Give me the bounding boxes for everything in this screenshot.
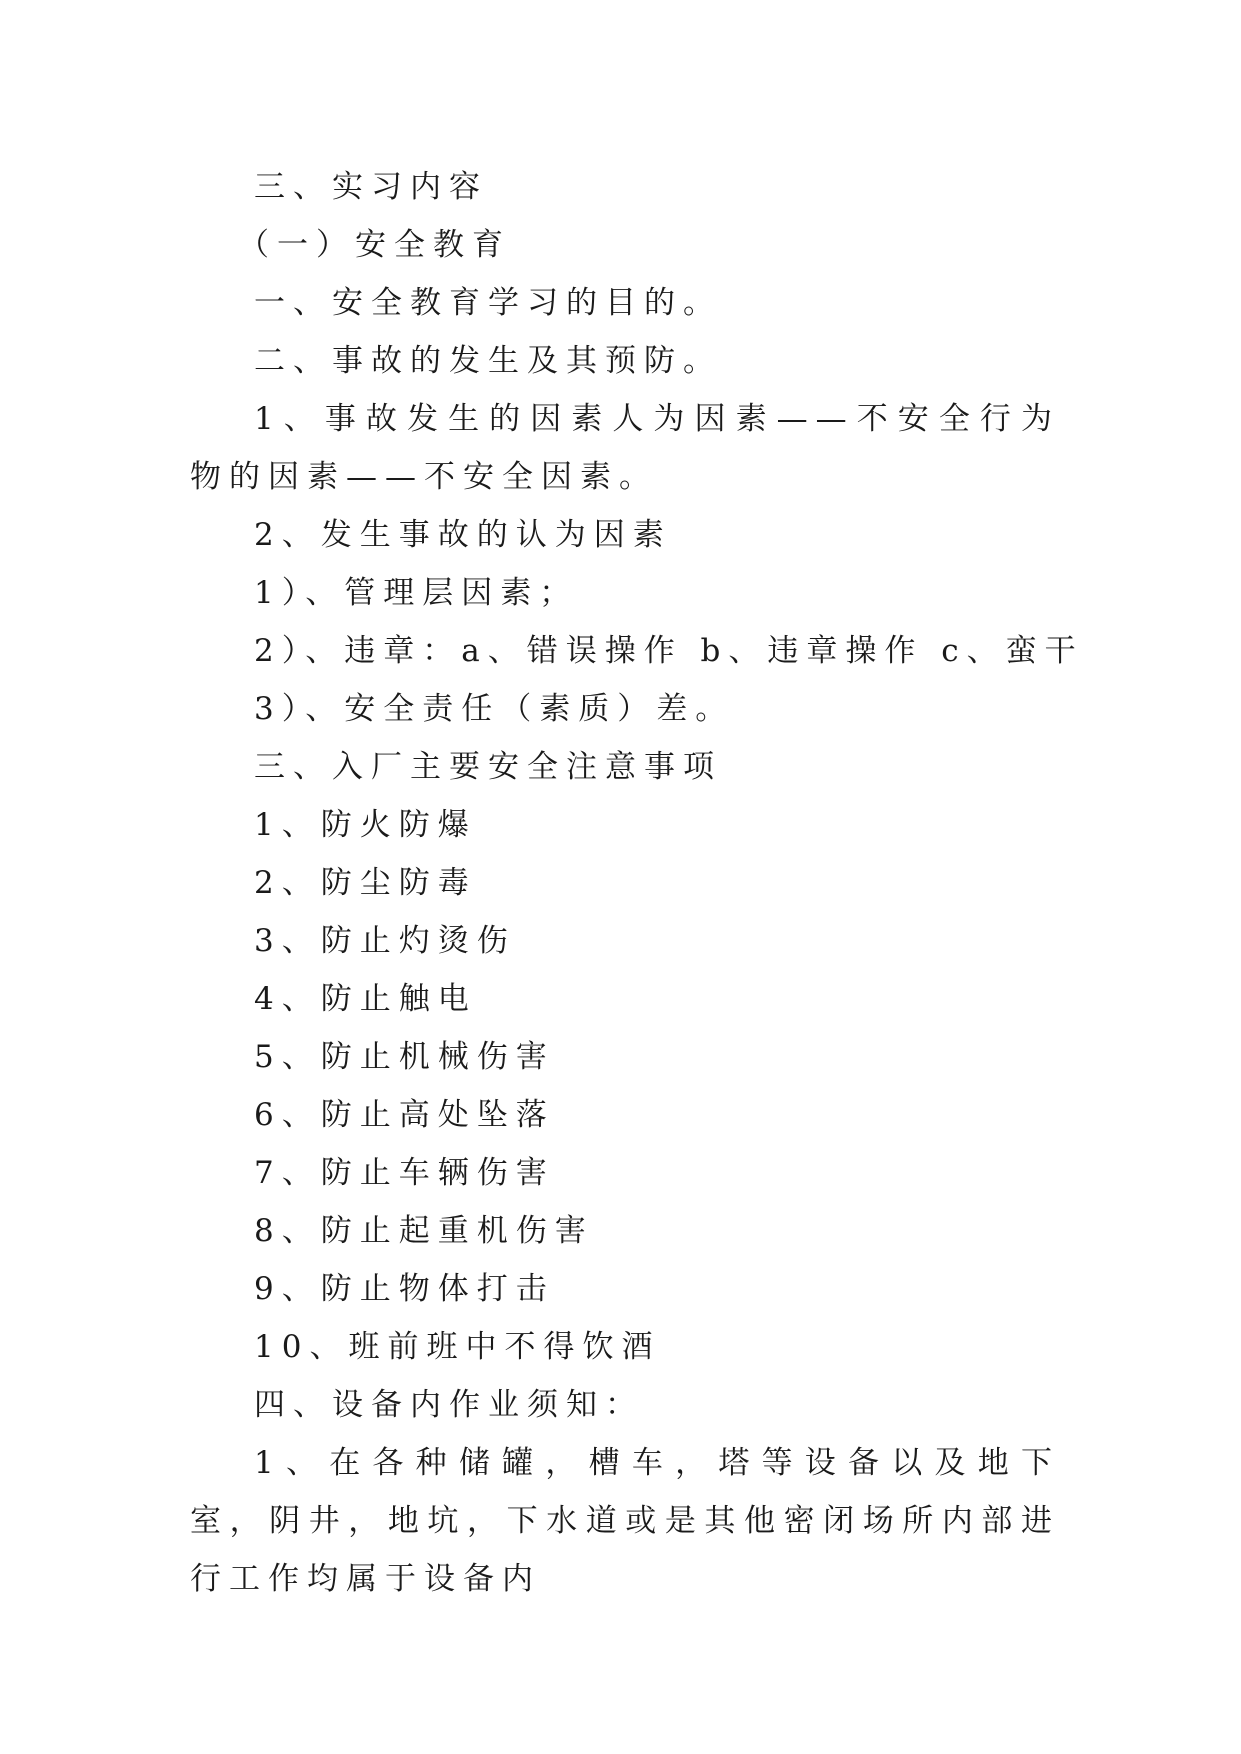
text-line: 2）、违章：a、错误操作 b、违章操作 c、蛮干: [254, 633, 1084, 669]
list-item: 9、防止物体打击: [254, 1271, 555, 1307]
text-line: 四、设备内作业须知：: [254, 1387, 644, 1423]
text-paragraph: 1、事故发生的因素人为因素——不安全行为物的因素——不安全因素。: [190, 401, 1060, 495]
text-line: 1）、管理层因素；: [254, 575, 579, 611]
text-paragraph: 1、在各种储罐，槽车，塔等设备以及地下室，阴井，地坑，下水道或是其他密闭场所内部进行工作均属于设备内: [190, 1445, 1060, 1597]
list-item: 5、防止机械伤害: [254, 1039, 555, 1075]
list-item: 2、防尘防毒: [254, 865, 477, 901]
text-line: 2、发生事故的认为因素: [254, 517, 672, 553]
list-item: 1、防火防爆: [254, 807, 477, 843]
section-heading-internship-content: 三、实习内容: [254, 169, 488, 205]
text-line: 3）、安全责任（素质）差。: [254, 691, 735, 727]
list-item: 3、防止灼烫伤: [254, 923, 516, 959]
list-item: 8、防止起重机伤害: [254, 1213, 594, 1249]
list-item: 4、防止触电: [254, 981, 477, 1017]
subsection-heading-safety-education: （一）安全教育: [238, 227, 511, 263]
list-item: 6、防止高处坠落: [254, 1097, 555, 1133]
text-line: 二、事故的发生及其预防。: [254, 343, 722, 379]
list-item: 10、班前班中不得饮酒: [254, 1329, 661, 1365]
list-item: 7、防止车辆伤害: [254, 1155, 555, 1191]
text-line: 三、入厂主要安全注意事项: [254, 749, 722, 785]
document-body: [190, 158, 1084, 1608]
text-line: 一、安全教育学习的目的。: [254, 285, 722, 321]
